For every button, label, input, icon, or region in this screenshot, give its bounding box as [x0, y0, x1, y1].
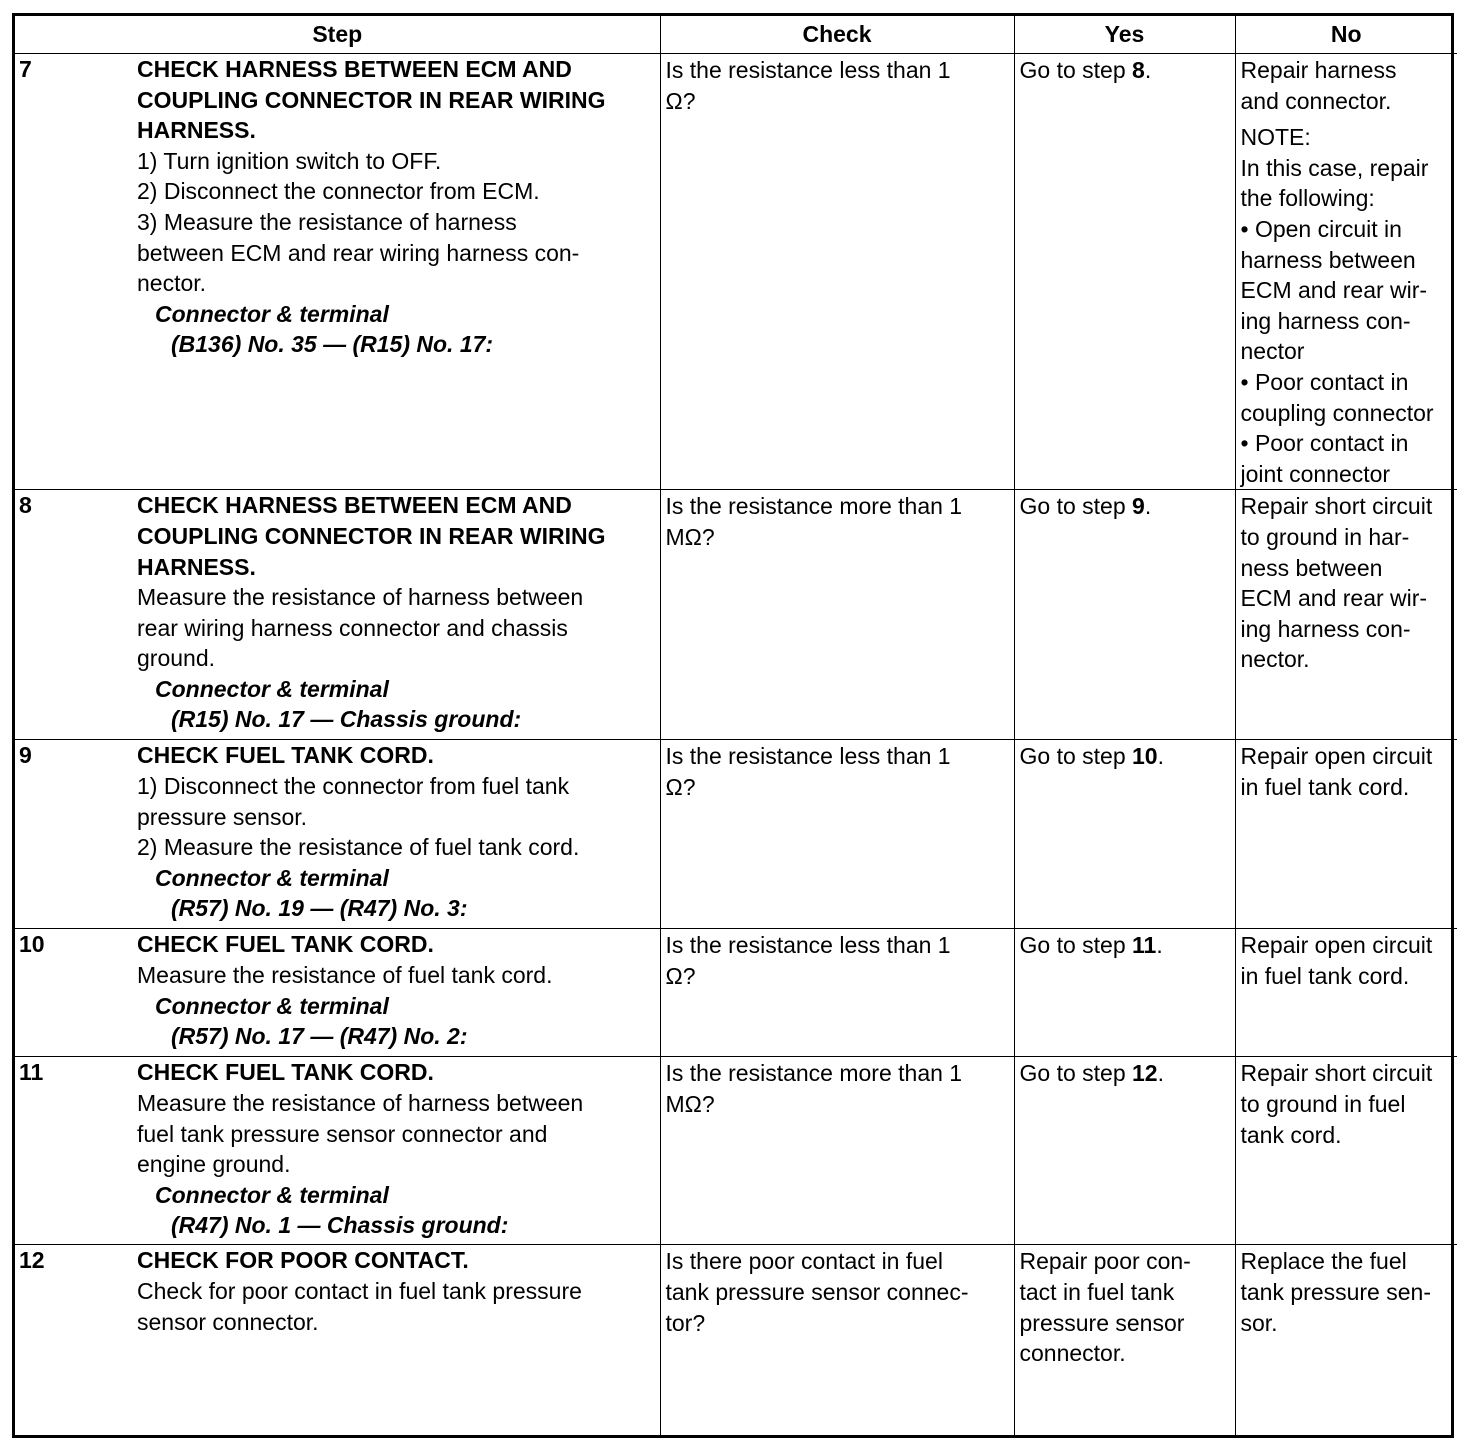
connector-terminal: (R57) No. 17 — (R47) No. 2: — [171, 1023, 468, 1050]
step-cell — [15, 1245, 660, 1435]
step-number: 11 — [19, 1059, 44, 1086]
yes-cell — [1014, 740, 1235, 929]
header-no: No — [1235, 16, 1457, 54]
bullet-item: • Open circuit in — [1240, 215, 1402, 242]
check-text: Is there poor contact in fuel — [665, 1248, 943, 1275]
connector-terminal: (R47) No. 1 — Chassis ground: — [171, 1212, 509, 1239]
check-cell — [660, 1245, 1014, 1435]
check-text: Ω? — [665, 773, 696, 800]
step-text: 1) Disconnect the connector from fuel tank — [137, 772, 570, 799]
step-text: rear wiring harness connector and chassis — [137, 614, 568, 641]
connector-label: Connector & terminal — [155, 864, 389, 891]
header-yes: Yes — [1014, 16, 1235, 54]
no-text: to ground in fuel — [1240, 1090, 1406, 1117]
no-text: ness between — [1240, 554, 1383, 581]
step-text: 2) Measure the resistance of fuel tank cord. — [137, 834, 580, 861]
table-row — [15, 490, 1457, 740]
yes-step-ref: 10 — [1132, 743, 1158, 770]
check-text: Is the resistance less than 1 — [665, 932, 951, 959]
check-cell — [660, 929, 1014, 1057]
yes-cell — [1014, 54, 1235, 490]
no-cell — [1235, 1057, 1457, 1245]
bullet-item: nector — [1240, 338, 1305, 365]
connector-terminal: (R57) No. 19 — (R47) No. 3: — [171, 895, 468, 922]
step-title: CHECK FOR POOR CONTACT. — [137, 1247, 469, 1274]
yes-step-ref: 12 — [1132, 1060, 1158, 1087]
bullet-item: joint connector — [1240, 460, 1391, 487]
yes-cell — [1014, 490, 1235, 740]
connector-label: Connector & terminal — [155, 675, 389, 702]
connector-label: Connector & terminal — [155, 300, 389, 327]
diagnostic-table — [15, 16, 1457, 1435]
step-title: CHECK HARNESS BETWEEN ECM AND — [137, 492, 572, 519]
no-cell — [1235, 54, 1457, 490]
yes-step-ref: 9 — [1132, 493, 1145, 520]
no-text: ing harness con- — [1240, 615, 1411, 642]
no-text: Repair open circuit — [1240, 743, 1433, 770]
step-cell — [15, 490, 660, 740]
bullet-item: ing harness con- — [1240, 307, 1411, 334]
check-text: Is the resistance more than 1 — [665, 493, 963, 520]
connector-terminal: (R15) No. 17 — Chassis ground: — [171, 706, 522, 733]
yes-step-ref: 11 — [1132, 932, 1157, 959]
no-text: and connector. — [1240, 87, 1392, 114]
note-text: the following: — [1240, 185, 1375, 212]
bullet-item: • Poor contact in — [1240, 368, 1409, 395]
check-text: Is the resistance less than 1 — [665, 57, 951, 83]
header-check: Check — [660, 16, 1014, 54]
no-text: in fuel tank cord. — [1240, 773, 1410, 800]
no-text: ECM and rear wir- — [1240, 585, 1428, 612]
check-text: Is the resistance less than 1 — [665, 743, 951, 770]
step-text: sensor connector. — [137, 1308, 319, 1335]
no-text: Repair open circuit — [1240, 932, 1433, 959]
no-cell — [1235, 929, 1457, 1057]
connector-label: Connector & terminal — [155, 1181, 389, 1208]
step-text: Measure the resistance of harness between — [137, 1089, 584, 1116]
yes-text: Go to step — [1019, 57, 1133, 83]
bullet-item: • Poor contact in — [1240, 430, 1409, 457]
step-title: CHECK FUEL TANK CORD. — [137, 931, 434, 958]
yes-cell — [1014, 1245, 1235, 1435]
yes-text: Repair poor con- — [1019, 1248, 1191, 1275]
bullet-item: harness between — [1240, 246, 1416, 273]
table-row — [15, 740, 1457, 929]
step-title: COUPLING CONNECTOR IN REAR WIRING — [137, 522, 606, 549]
no-cell — [1235, 490, 1457, 740]
step-title: COUPLING CONNECTOR IN REAR WIRING — [137, 86, 606, 113]
no-text: Repair short circuit — [1240, 493, 1433, 520]
check-text: Is the resistance more than 1 — [665, 1060, 963, 1087]
step-text: 1) Turn ignition switch to OFF. — [137, 147, 442, 174]
check-cell — [660, 1057, 1014, 1245]
check-text: MΩ? — [665, 523, 715, 550]
no-text: to ground in har- — [1240, 523, 1410, 550]
step-text: engine ground. — [137, 1151, 291, 1178]
check-cell — [660, 740, 1014, 929]
check-cell — [660, 54, 1014, 490]
table-row — [15, 1245, 1457, 1435]
yes-step-ref: 8 — [1132, 57, 1145, 83]
no-text: in fuel tank cord. — [1240, 962, 1410, 989]
no-cell — [1235, 740, 1457, 929]
no-text: Replace the fuel — [1240, 1248, 1407, 1275]
step-text: Measure the resistance of harness between — [137, 584, 584, 611]
yes-cell — [1014, 1057, 1235, 1245]
yes-text: . — [1157, 1060, 1164, 1087]
step-text: nector. — [137, 270, 207, 297]
yes-text: . — [1156, 932, 1163, 959]
step-text: pressure sensor. — [137, 803, 308, 830]
step-text: fuel tank pressure sensor connector and — [137, 1120, 548, 1147]
yes-text: Go to step — [1019, 1060, 1133, 1087]
connector-terminal: (B136) No. 35 — (R15) No. 17: — [171, 331, 494, 358]
step-text: ground. — [137, 645, 216, 672]
check-cell — [660, 490, 1014, 740]
check-text: Ω? — [665, 962, 696, 989]
table-row — [15, 1057, 1457, 1245]
step-title: CHECK FUEL TANK CORD. — [137, 1059, 434, 1086]
no-cell — [1235, 1245, 1457, 1435]
step-title: CHECK FUEL TANK CORD. — [137, 742, 434, 769]
yes-cell — [1014, 929, 1235, 1057]
yes-text: pressure sensor — [1019, 1309, 1185, 1336]
no-text: tank pressure sen- — [1240, 1278, 1431, 1305]
step-number: 12 — [19, 1247, 45, 1274]
table-row — [15, 54, 1457, 490]
step-number: 7 — [19, 56, 32, 82]
step-text: 3) Measure the resistance of harness — [137, 208, 517, 235]
no-text: sor. — [1240, 1309, 1278, 1336]
check-text: tank pressure sensor connec- — [665, 1278, 969, 1305]
bullet-item: coupling connector — [1240, 399, 1434, 426]
connector-label: Connector & terminal — [155, 992, 389, 1019]
step-title: HARNESS. — [137, 117, 256, 144]
yes-text: connector. — [1019, 1340, 1126, 1367]
step-cell — [15, 929, 660, 1057]
note-label: NOTE: — [1240, 124, 1311, 151]
check-text: tor? — [665, 1309, 706, 1336]
check-text: Ω? — [665, 87, 696, 114]
header-row — [15, 16, 1457, 54]
no-text: nector. — [1240, 646, 1310, 673]
step-cell — [15, 54, 660, 490]
yes-text: . — [1144, 57, 1152, 83]
step-number: 9 — [19, 742, 32, 769]
table-row — [15, 929, 1457, 1057]
step-cell — [15, 1057, 660, 1245]
bullet-item: ECM and rear wir- — [1240, 277, 1428, 304]
note-text: In this case, repair — [1240, 154, 1429, 181]
step-number: 8 — [19, 492, 32, 519]
yes-text: Go to step — [1019, 932, 1133, 959]
step-text: Check for poor contact in fuel tank pressure — [137, 1277, 582, 1304]
diagnostic-table-sheet — [12, 13, 1454, 1438]
yes-text: . — [1144, 493, 1152, 520]
step-cell — [15, 740, 660, 929]
step-text: 2) Disconnect the connector from ECM. — [137, 178, 540, 205]
yes-text: Go to step — [1019, 493, 1133, 520]
no-text: tank cord. — [1240, 1121, 1342, 1148]
step-text: between ECM and rear wiring harness con- — [137, 239, 580, 266]
yes-text: tact in fuel tank — [1019, 1278, 1175, 1305]
yes-text: Go to step — [1019, 743, 1133, 770]
step-number: 10 — [19, 931, 45, 958]
yes-text: . — [1157, 743, 1164, 770]
no-text: Repair harness — [1240, 57, 1397, 83]
header-step: Step — [15, 16, 660, 54]
step-title: HARNESS. — [137, 553, 256, 580]
step-title: CHECK HARNESS BETWEEN ECM AND — [137, 56, 572, 82]
step-text: Measure the resistance of fuel tank cord. — [137, 961, 553, 988]
check-text: MΩ? — [665, 1090, 715, 1117]
no-text: Repair short circuit — [1240, 1060, 1433, 1087]
